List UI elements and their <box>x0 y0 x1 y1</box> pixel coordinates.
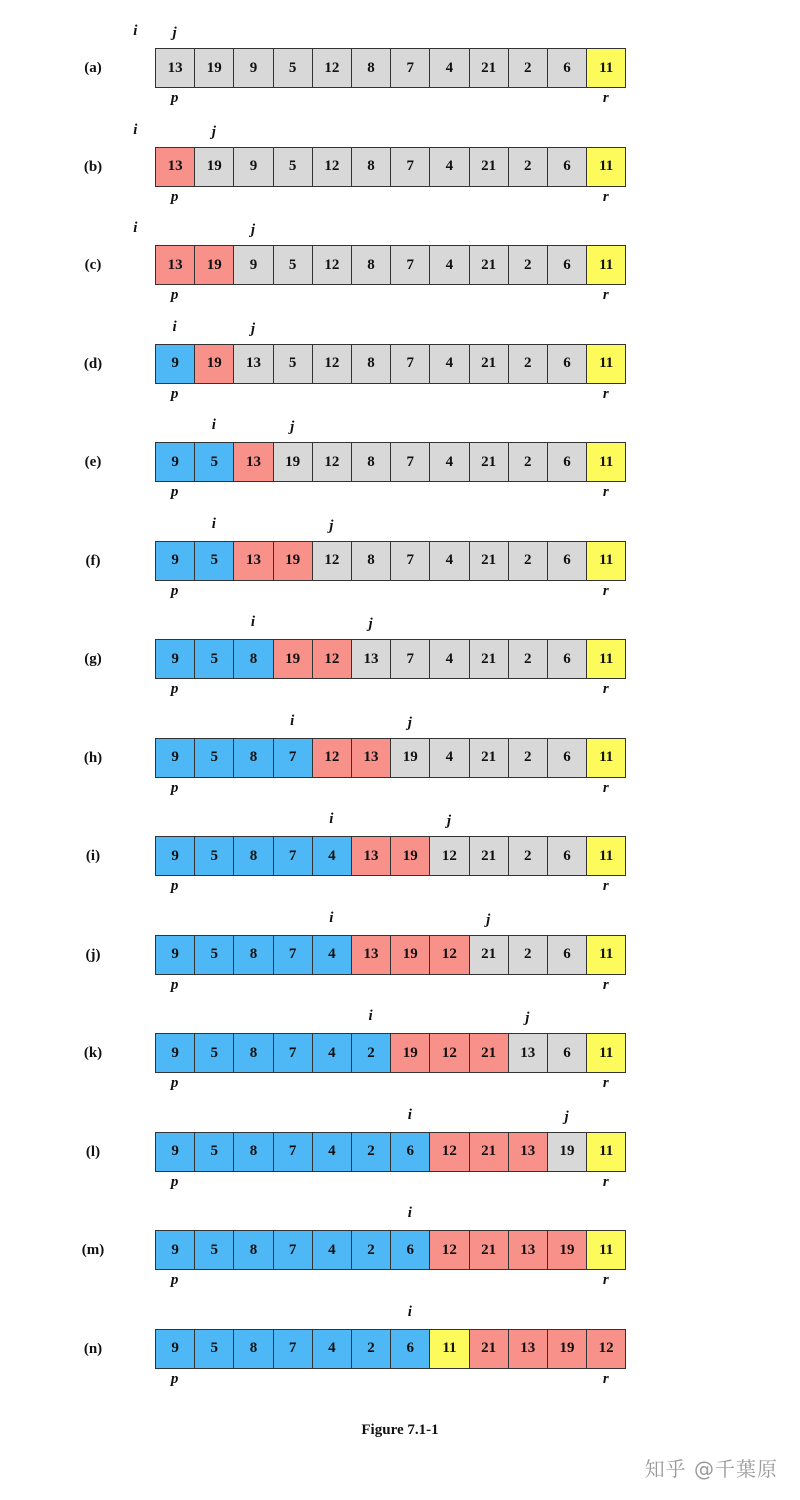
array-cell: 8 <box>352 345 391 384</box>
array-row <box>0 905 800 1005</box>
pointer-r: r <box>602 1370 609 1387</box>
pointer-r: r <box>602 484 609 500</box>
pointer-j: j <box>564 1108 569 1125</box>
pointer-p: p <box>170 976 179 993</box>
array-cell: 11 <box>587 739 626 778</box>
pointer-j: j <box>525 1010 530 1026</box>
array-cell: 9 <box>156 1330 195 1369</box>
array-cell: 12 <box>430 1034 469 1073</box>
row-label: (e) <box>84 454 102 470</box>
array-cell: 5 <box>274 148 313 187</box>
row-label: (c) <box>84 257 102 273</box>
pointer-p: p <box>170 779 179 796</box>
array-cell: 8 <box>234 1330 273 1369</box>
pointer-p: p <box>170 1370 179 1387</box>
pointer-p: p <box>170 582 179 599</box>
pointer-i: i <box>133 220 138 236</box>
array-cell: 2 <box>509 148 548 187</box>
array-cell: 9 <box>234 246 273 285</box>
pointer-r: r <box>602 878 609 894</box>
array-cell: 7 <box>391 443 430 482</box>
array-cell: 2 <box>509 542 548 581</box>
pointer-r: r <box>602 385 609 402</box>
array-cell: 6 <box>548 640 587 679</box>
pointer-p: p <box>170 1173 179 1190</box>
array-cell: 6 <box>548 148 587 187</box>
pointer-p: p <box>170 1075 179 1091</box>
array-cells <box>155 639 626 679</box>
array-cell: 13 <box>234 345 273 384</box>
array-cell: 13 <box>156 49 195 88</box>
array-cell: 11 <box>587 443 626 482</box>
array-cell: 12 <box>430 936 469 975</box>
pointer-r: r <box>602 1075 609 1091</box>
array-cell: 8 <box>234 837 273 876</box>
array-cell: 4 <box>430 345 469 384</box>
figure-caption: Figure 7.1-1 <box>361 1422 439 1438</box>
array-cell: 21 <box>470 739 509 778</box>
array-cell: 21 <box>470 936 509 975</box>
array-cells <box>155 1132 626 1172</box>
array-cells <box>155 1230 626 1270</box>
array-cell: 2 <box>352 1133 391 1172</box>
array-cell: 2 <box>509 246 548 285</box>
array-cell: 2 <box>352 1231 391 1270</box>
array-row <box>0 412 800 512</box>
array-cell: 9 <box>156 1034 195 1073</box>
array-cell: 7 <box>391 640 430 679</box>
array-cell: 19 <box>195 49 234 88</box>
array-cell: 21 <box>470 640 509 679</box>
array-cell: 11 <box>587 345 626 384</box>
watermark: 知乎 @千葉原 <box>644 1457 778 1481</box>
pointer-i: i <box>133 121 138 138</box>
array-cell: 12 <box>313 246 352 285</box>
array-cell: 6 <box>391 1133 430 1172</box>
array-cell: 5 <box>195 739 234 778</box>
pointer-p: p <box>170 681 179 697</box>
pointer-r: r <box>602 287 609 303</box>
pointer-j: j <box>329 517 334 534</box>
row-label: (g) <box>84 651 102 667</box>
array-cell: 4 <box>313 837 352 876</box>
array-cell: 12 <box>313 640 352 679</box>
array-cell: 13 <box>509 1330 548 1369</box>
array-cell: 4 <box>313 936 352 975</box>
array-cell: 5 <box>195 640 234 679</box>
pointer-i: i <box>250 614 256 630</box>
pointer-r: r <box>602 681 609 697</box>
array-cell: 2 <box>509 739 548 778</box>
array-cell: 11 <box>587 148 626 187</box>
array-cell: 4 <box>430 640 469 679</box>
row-label: (m) <box>81 1242 105 1258</box>
array-cell: 21 <box>470 345 509 384</box>
array-cell: 4 <box>430 443 469 482</box>
array-row <box>0 609 800 709</box>
array-cell: 7 <box>274 1330 313 1369</box>
array-cell: 5 <box>195 1330 234 1369</box>
array-cell: 8 <box>234 936 273 975</box>
pointer-r: r <box>602 582 609 599</box>
array-cell: 5 <box>195 542 234 581</box>
array-cell: 7 <box>391 49 430 88</box>
array-cell: 7 <box>274 1231 313 1270</box>
array-cell: 4 <box>313 1034 352 1073</box>
array-cell: 12 <box>430 1133 469 1172</box>
pointer-i: i <box>172 318 177 335</box>
array-cell: 12 <box>430 837 469 876</box>
array-cell: 13 <box>156 246 195 285</box>
array-cell: 19 <box>391 739 430 778</box>
array-cell: 6 <box>548 837 587 876</box>
pointer-i: i <box>407 1205 412 1221</box>
array-cell: 5 <box>274 49 313 88</box>
pointer-j: j <box>446 813 452 829</box>
array-cell: 12 <box>313 542 352 581</box>
pointer-p: p <box>170 90 179 106</box>
array-cells <box>155 48 626 88</box>
array-cell: 9 <box>234 148 273 187</box>
row-label: (h) <box>83 749 103 766</box>
array-row <box>0 806 800 906</box>
array-cell: 8 <box>352 542 391 581</box>
array-cell: 2 <box>509 345 548 384</box>
array-row <box>0 1102 800 1202</box>
array-cell: 7 <box>391 148 430 187</box>
array-cell: 12 <box>587 1330 626 1369</box>
array-cell: 2 <box>352 1034 391 1073</box>
row-label: (j) <box>85 946 101 963</box>
array-cell: 7 <box>274 837 313 876</box>
array-cell: 6 <box>548 542 587 581</box>
array-cell: 21 <box>470 148 509 187</box>
pointer-j: j <box>211 123 216 140</box>
array-row <box>0 18 800 118</box>
array-cell: 5 <box>195 1231 234 1270</box>
array-cell: 7 <box>391 542 430 581</box>
array-cell: 7 <box>274 739 313 778</box>
pointer-p: p <box>170 385 179 402</box>
array-cell: 8 <box>234 1231 273 1270</box>
array-cell: 6 <box>548 1034 587 1073</box>
array-cells <box>155 738 626 778</box>
array-cell: 4 <box>313 1330 352 1369</box>
array-cell: 21 <box>470 1330 509 1369</box>
array-cell: 7 <box>391 246 430 285</box>
array-cell: 8 <box>234 1034 273 1073</box>
pointer-i: i <box>407 1106 412 1123</box>
array-cell: 11 <box>587 640 626 679</box>
array-cells <box>155 1033 626 1073</box>
array-cell: 13 <box>352 837 391 876</box>
array-cell: 4 <box>430 246 469 285</box>
array-cell: 11 <box>587 837 626 876</box>
array-cell: 13 <box>509 1231 548 1270</box>
array-cell: 6 <box>391 1330 430 1369</box>
row-label: (n) <box>83 1340 103 1357</box>
array-cell: 9 <box>156 837 195 876</box>
array-row <box>0 1003 800 1103</box>
array-cell: 5 <box>195 936 234 975</box>
pointer-p: p <box>170 484 179 500</box>
array-row <box>0 511 800 611</box>
array-cell: 5 <box>274 246 313 285</box>
array-cell: 13 <box>156 148 195 187</box>
array-cell: 12 <box>313 345 352 384</box>
array-row <box>0 708 800 808</box>
pointer-j: j <box>368 616 373 632</box>
pointer-j: j <box>250 222 256 238</box>
array-cells <box>155 344 626 384</box>
pointer-r: r <box>602 90 609 106</box>
array-cell: 9 <box>156 1231 195 1270</box>
array-cell: 13 <box>352 936 391 975</box>
pointer-i: i <box>211 417 216 433</box>
row-label: (a) <box>84 60 102 76</box>
array-cell: 2 <box>509 936 548 975</box>
array-cell: 7 <box>274 1034 313 1073</box>
pointer-p: p <box>170 287 179 303</box>
pointer-r: r <box>602 976 609 993</box>
array-cell: 8 <box>352 246 391 285</box>
array-cell: 6 <box>391 1231 430 1270</box>
array-cell: 4 <box>313 1133 352 1172</box>
array-cells <box>155 541 626 581</box>
array-cell: 7 <box>274 1133 313 1172</box>
array-cells <box>155 147 626 187</box>
row-label: (i) <box>85 848 101 864</box>
array-cell: 19 <box>548 1133 587 1172</box>
array-cell: 2 <box>352 1330 391 1369</box>
array-cell: 11 <box>587 1133 626 1172</box>
array-cell: 6 <box>548 936 587 975</box>
array-cell: 13 <box>352 640 391 679</box>
pointer-p: p <box>170 878 179 894</box>
array-cell: 19 <box>391 837 430 876</box>
pointer-j: j <box>486 911 491 928</box>
array-row <box>0 314 800 414</box>
array-cell: 8 <box>234 739 273 778</box>
array-cell: 19 <box>391 936 430 975</box>
array-cell: 12 <box>313 148 352 187</box>
array-cell: 12 <box>430 1231 469 1270</box>
pointer-j: j <box>290 419 295 435</box>
array-cell: 12 <box>313 443 352 482</box>
array-cell: 8 <box>234 640 273 679</box>
pointer-i: i <box>368 1008 373 1024</box>
array-cells <box>155 442 626 482</box>
array-cell: 11 <box>587 49 626 88</box>
array-cell: 21 <box>470 1133 509 1172</box>
row-label: (d) <box>83 355 103 372</box>
array-row <box>0 1200 800 1300</box>
array-cell: 9 <box>156 443 195 482</box>
row-label: (b) <box>83 158 103 175</box>
row-label: (l) <box>85 1143 101 1160</box>
array-cell: 9 <box>156 345 195 384</box>
array-cell: 13 <box>234 542 273 581</box>
array-cell: 6 <box>548 739 587 778</box>
array-cell: 6 <box>548 49 587 88</box>
pointer-i: i <box>211 515 216 532</box>
array-cell: 8 <box>234 1133 273 1172</box>
array-cell: 13 <box>234 443 273 482</box>
pointer-r: r <box>602 779 609 796</box>
array-cell: 4 <box>430 542 469 581</box>
row-label: (f) <box>85 552 101 569</box>
array-cell: 21 <box>470 49 509 88</box>
array-cell: 13 <box>509 1133 548 1172</box>
array-cell: 19 <box>548 1231 587 1270</box>
array-cell: 2 <box>509 640 548 679</box>
array-cell: 5 <box>195 1133 234 1172</box>
array-cell: 4 <box>430 49 469 88</box>
array-cell: 11 <box>430 1330 469 1369</box>
array-cell: 2 <box>509 837 548 876</box>
array-cell: 21 <box>470 542 509 581</box>
array-cell: 6 <box>548 345 587 384</box>
array-cell: 19 <box>195 246 234 285</box>
array-cell: 2 <box>509 49 548 88</box>
array-cell: 12 <box>313 49 352 88</box>
array-cell: 11 <box>587 1231 626 1270</box>
array-cell: 19 <box>274 640 313 679</box>
array-cell: 19 <box>195 345 234 384</box>
pointer-i: i <box>329 909 334 926</box>
array-cell: 8 <box>352 443 391 482</box>
array-cell: 5 <box>195 1034 234 1073</box>
array-cell: 5 <box>195 443 234 482</box>
array-cell: 4 <box>430 148 469 187</box>
array-cells <box>155 935 626 975</box>
pointer-p: p <box>170 1272 179 1288</box>
pointer-r: r <box>602 188 609 205</box>
array-cell: 19 <box>391 1034 430 1073</box>
pointer-r: r <box>602 1173 609 1190</box>
array-cell: 9 <box>156 936 195 975</box>
array-cell: 12 <box>313 739 352 778</box>
array-cell: 4 <box>313 1231 352 1270</box>
array-cell: 21 <box>470 1231 509 1270</box>
pointer-i: i <box>290 712 295 729</box>
array-cell: 21 <box>470 246 509 285</box>
array-cell: 11 <box>587 542 626 581</box>
pointer-j: j <box>407 714 412 731</box>
array-cell: 13 <box>509 1034 548 1073</box>
array-cell: 4 <box>430 739 469 778</box>
pointer-p: p <box>170 188 179 205</box>
row-label: (k) <box>83 1045 103 1061</box>
pointer-i: i <box>329 811 334 827</box>
array-cell: 21 <box>470 443 509 482</box>
pointer-i: i <box>133 23 138 39</box>
array-row <box>0 215 800 315</box>
array-cell: 19 <box>274 443 313 482</box>
array-cell: 6 <box>548 246 587 285</box>
array-cell: 8 <box>352 49 391 88</box>
array-cell: 9 <box>156 542 195 581</box>
array-cell: 21 <box>470 837 509 876</box>
pointer-j: j <box>250 320 256 337</box>
array-cell: 19 <box>274 542 313 581</box>
array-cells <box>155 245 626 285</box>
pointer-j: j <box>172 25 177 41</box>
array-cell: 7 <box>391 345 430 384</box>
array-cells <box>155 836 626 876</box>
array-cells <box>155 1329 626 1369</box>
array-cell: 11 <box>587 1034 626 1073</box>
array-cell: 5 <box>274 345 313 384</box>
array-cell: 8 <box>352 148 391 187</box>
array-cell: 9 <box>156 1133 195 1172</box>
pointer-i: i <box>407 1303 412 1320</box>
array-cell: 19 <box>195 148 234 187</box>
array-cell: 7 <box>274 936 313 975</box>
array-cell: 9 <box>156 640 195 679</box>
array-cell: 2 <box>509 443 548 482</box>
array-cell: 19 <box>548 1330 587 1369</box>
array-row <box>0 117 800 217</box>
array-cell: 21 <box>470 1034 509 1073</box>
array-cell: 9 <box>156 739 195 778</box>
array-row <box>0 1299 800 1399</box>
array-cell: 9 <box>234 49 273 88</box>
pointer-r: r <box>602 1272 609 1288</box>
array-cell: 13 <box>352 739 391 778</box>
array-cell: 11 <box>587 246 626 285</box>
array-cell: 11 <box>587 936 626 975</box>
array-cell: 5 <box>195 837 234 876</box>
array-cell: 6 <box>548 443 587 482</box>
